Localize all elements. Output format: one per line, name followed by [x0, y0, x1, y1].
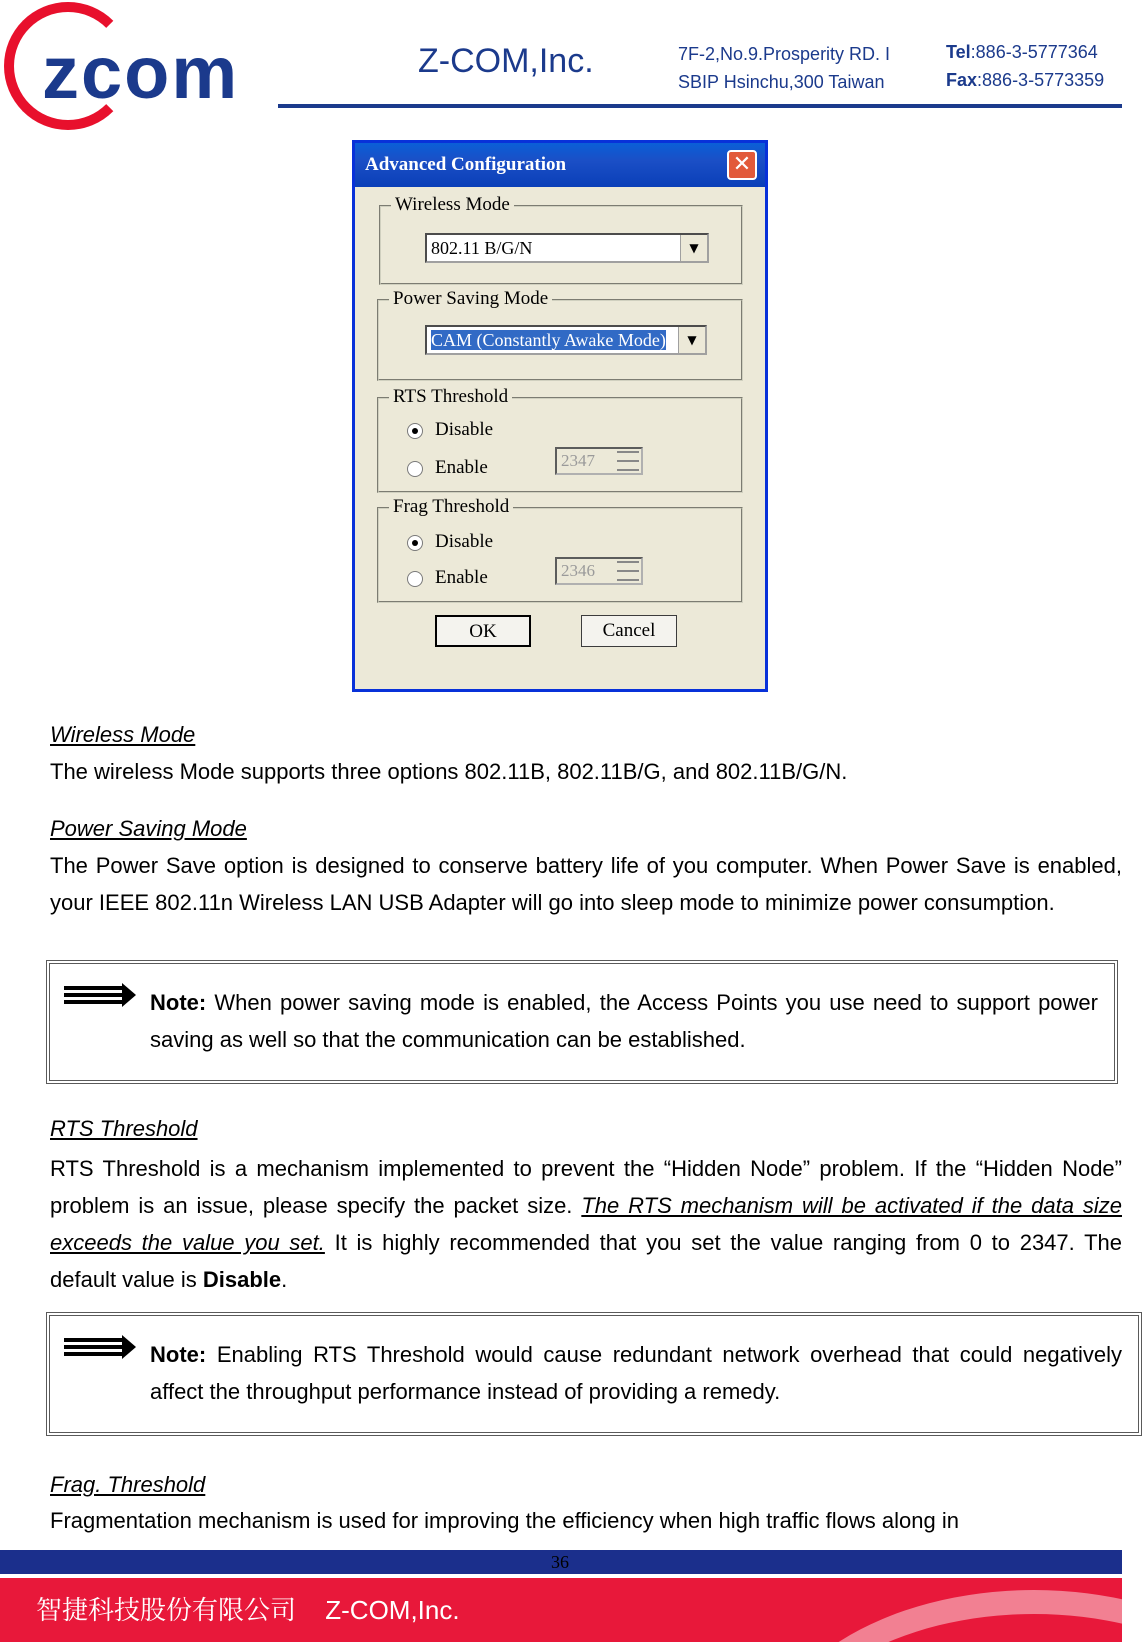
header-company-name: Z-COM,Inc. — [418, 42, 594, 80]
header-address — [678, 40, 890, 96]
tel-line: Tel:886-3-5777364 — [946, 42, 1098, 62]
page-header — [0, 0, 1142, 140]
power-saving-body: The Power Save option is designed to conserve battery life of you computer. When Power Save is enabled, your IEEE 802.11n Wireless LAN USB Adapter will go into sleep mode to minimize power consumption. — [50, 853, 1122, 915]
page-number: 36 — [551, 1552, 569, 1572]
frag-threshold-spinner[interactable]: 2346 — [555, 557, 643, 585]
radio-selected-icon — [407, 535, 423, 551]
chevron-down-icon[interactable]: ▼ — [680, 235, 707, 261]
dialog-title: Advanced Configuration — [355, 143, 765, 187]
chevron-down-icon[interactable]: ▼ — [678, 327, 705, 353]
spinner-arrows-icon[interactable] — [617, 561, 639, 581]
rts-disable-radio[interactable]: Disable — [407, 419, 493, 441]
note-arrow-icon — [64, 986, 134, 1004]
power-saving-label: Power Saving Mode — [389, 288, 552, 310]
rts-threshold-heading: RTS Threshold — [50, 1116, 198, 1141]
note-arrow-icon — [64, 1338, 134, 1356]
header-contact — [946, 38, 1104, 94]
wireless-mode-select[interactable]: 802.11 B/G/N ▼ — [425, 233, 709, 263]
rts-threshold-label: RTS Threshold — [389, 386, 512, 408]
wireless-mode-body: The wireless Mode supports three options 802.11B, 802.11B/G, and 802.11B/G/N. — [50, 759, 848, 784]
note-text-power: Note: When power saving mode is enabled, the Access Points you use need to support power saving as well so that the communication can be established. — [150, 990, 1098, 1052]
wireless-mode-heading: Wireless Mode — [50, 722, 196, 747]
spinner-arrows-icon[interactable] — [617, 451, 639, 471]
rts-enable-radio[interactable]: Enable — [407, 457, 488, 479]
wireless-mode-label: Wireless Mode — [391, 194, 514, 216]
radio-empty-icon — [407, 461, 423, 477]
cancel-button[interactable]: Cancel — [581, 615, 677, 647]
rts-threshold-group — [377, 386, 743, 493]
note-box-rts — [46, 1312, 1142, 1436]
power-saving-heading: Power Saving Mode — [50, 816, 247, 841]
rts-threshold-spinner[interactable]: 2347 — [555, 447, 643, 475]
radio-empty-icon — [407, 571, 423, 587]
footer-swoosh-decoration — [760, 1590, 1122, 1642]
advanced-configuration-dialog — [352, 140, 768, 692]
wireless-mode-group — [379, 194, 743, 285]
frag-threshold-heading: Frag. Threshold — [50, 1472, 206, 1497]
power-saving-select[interactable]: CAM (Constantly Awake Mode) ▼ — [425, 325, 707, 355]
footer-red-bar — [0, 1578, 1122, 1642]
ok-button[interactable]: OK — [435, 615, 531, 647]
frag-threshold-body: Fragmentation mechanism is used for improving the efficiency when high traffic flows along in — [50, 1508, 959, 1533]
footer-company — [36, 1592, 460, 1628]
rts-threshold-body: RTS Threshold is a mechanism implemented to prevent the “Hidden Node” problem. If the “Hidden Node” problem is an issue, please specify the packet size. The RTS mechanism will be activated if the data size exceeds the value you set. It is highly recommended that you set the value ranging from 0 to 2347. The default value is Disable. — [50, 1156, 1122, 1292]
note-box-power — [46, 960, 1118, 1084]
close-icon[interactable]: ✕ — [727, 150, 757, 180]
frag-threshold-group — [377, 496, 743, 603]
note-text-rts: Note: Enabling RTS Threshold would cause redundant network overhead that could negatively affect the throughput performance instead of providing a remedy. — [150, 1342, 1122, 1404]
fax-line: Fax:886-3-5773359 — [946, 70, 1105, 90]
frag-threshold-label: Frag Threshold — [389, 496, 513, 518]
power-saving-group — [377, 288, 743, 381]
company-logo: zcom — [42, 31, 240, 114]
radio-selected-icon — [407, 423, 423, 439]
address-line-1: 7F-2,No.9.Prosperity RD. I — [678, 44, 891, 64]
footer-company-cn: 智捷科技股份有限公司 — [36, 1595, 297, 1625]
header-divider — [278, 104, 1122, 108]
frag-disable-radio[interactable]: Disable — [407, 531, 493, 553]
address-line-2: SBIP Hsinchu,300 Taiwan — [678, 72, 885, 92]
footer-company-en: Z-COM,Inc. — [325, 1595, 460, 1625]
frag-enable-radio[interactable]: Enable — [407, 567, 488, 589]
